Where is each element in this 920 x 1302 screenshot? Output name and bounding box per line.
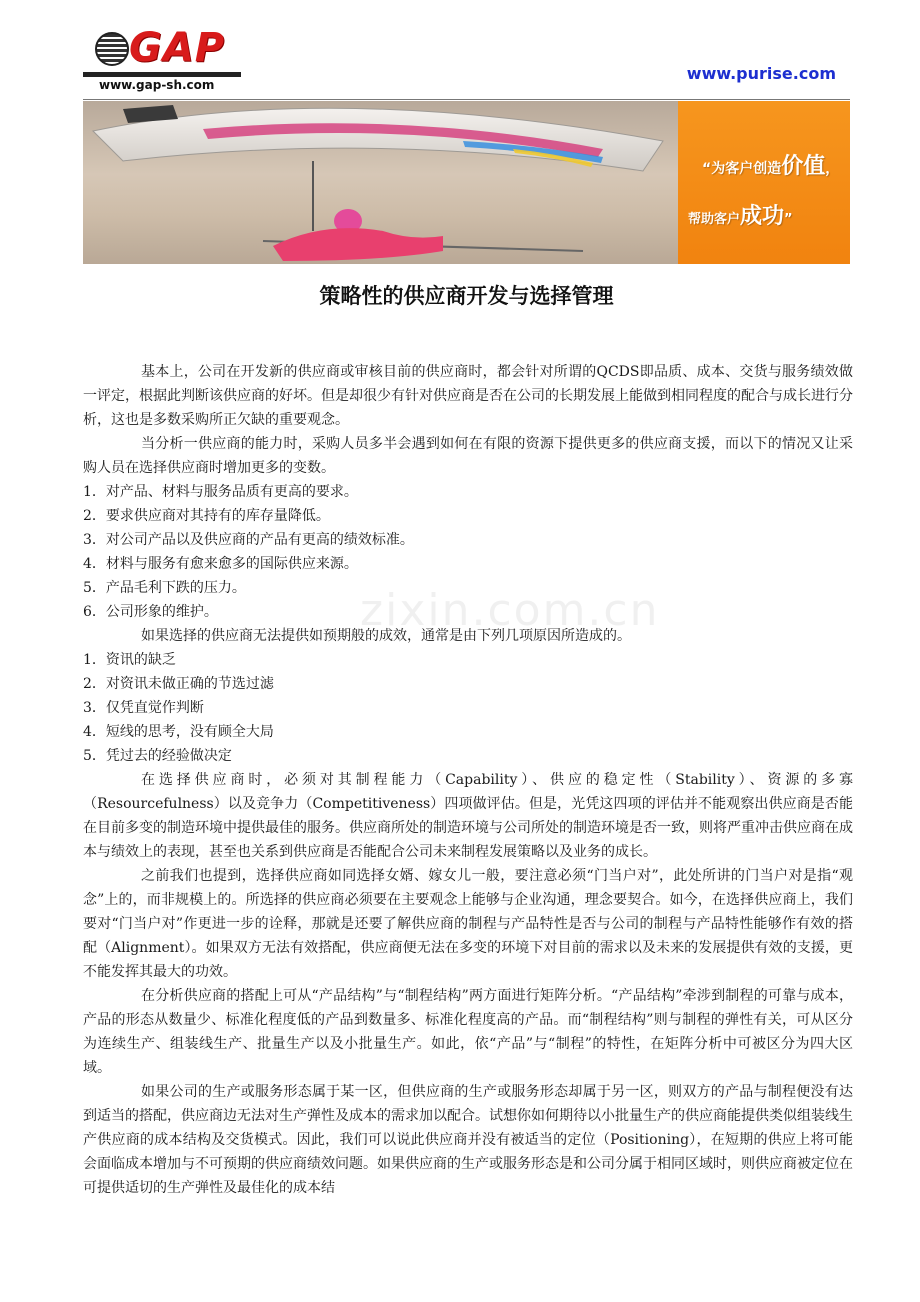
document-title: 策略性的供应商开发与选择管理 [319, 284, 614, 308]
list-item: 1．资讯的缺乏 [83, 652, 176, 668]
paragraph: 在分析供应商的搭配上可从“产品结构”与“制程结构”两方面进行矩阵分析。“产品结构”牵涉到制程的可靠与成本，产品的形态从数量少、标准化程度低的产品到数量多、标准化程度高的产品。而“制程结构”则与制程的弹性有关，可从区分为连续生产、组装线生产、批量生产以及小批量生产。如此，依“产品”与“制程”的特性，在矩阵分析中可被区分为四大区域。 [83, 988, 853, 1076]
list-item: 3．对公司产品以及供应商的产品有更高的绩效标准。 [83, 532, 414, 548]
banner [83, 101, 850, 264]
list-item: 6．公司形象的维护。 [83, 604, 218, 620]
list-item: 5．产品毛利下跌的压力。 [83, 580, 246, 596]
list-item: 4．材料与服务有愈来愈多的国际供应来源。 [83, 556, 358, 572]
gap-logo [83, 22, 243, 96]
globe-icon [95, 32, 129, 66]
list-item: 2．要求供应商对其持有的库存量降低。 [83, 508, 330, 524]
slogan-line-1: “为客户创造价值， [702, 154, 840, 179]
paragraph: 之前我们也提到，选择供应商如同选择女婿、嫁女儿一般，要注意必须“门当户对”，此处所讲的门当户对是指“观念”上的，而非规模上的。所选择的供应商必须要在主要观念上能够与企业沟通，理念要契合。如今，在选择供应商上，我们要对“门当户对”作更进一步的诠释，那就是还要了解供应商的制程与产品特性是否与公司的制程与产品特性能够作有效的搭配（Alignment）。如果双方无法有效搭配，供应商便无法在多变的环境下对目前的需求以及未来的发展提供有效的支援，更不能发挥其最大的功效。 [83, 868, 853, 980]
list-item: 2．对资讯未做正确的节选过滤 [83, 676, 274, 692]
list-item: 1．对产品、材料与服务品质有更高的要求。 [83, 484, 358, 500]
watermark: zixin.com.cn [360, 585, 660, 636]
paragraph: 如果选择的供应商无法提供如预期般的成效，通常是由下列几项原因所造成的。 [141, 628, 631, 644]
logo-divider [83, 72, 241, 77]
hang-glider-photo [83, 101, 678, 264]
paragraph: 基本上，公司在开发新的供应商或审核目前的供应商时，都会针对所谓的QCDS即品质、成本、交货与服务绩效做一评定，根据此判断该供应商的好坏。但是却很少有针对供应商是否在公司的长期发展上能做到相同程度的配合与成长进行分析，这也是多数采购所正欠缺的重要观念。 [83, 364, 853, 428]
logo-text: GAP [129, 25, 226, 71]
paragraph: 如果公司的生产或服务形态属于某一区，但供应商的生产或服务形态却属于另一区，则双方的产品与制程便没有达到适当的搭配，供应商边无法对生产弹性及成本的需求加以配合。试想你如何期待以小批量生产的供应商能提供类似组装线生产供应商的成本结构及交货模式。因此，我们可以说此供应商并没有被适当的定位（Positioning），在短期的供应上将可能会面临成本增加与不可预期的供应商绩效问题。如果供应商的生产或服务形态是和公司分属于相同区域时，则供应商被定位在可提供适切的生产弹性及最佳化的成本结 [83, 1084, 853, 1196]
page-header [83, 22, 850, 100]
header-rule [83, 99, 850, 100]
list-item: 4．短线的思考，没有顾全大局 [83, 724, 274, 740]
logo-url: www.gap-sh.com [99, 78, 215, 92]
slogan-line-2: 帮助客户成功” [688, 204, 793, 229]
paragraph: 当分析一供应商的能力时，采购人员多半会遇到如何在有限的资源下提供更多的供应商支援，而以下的情况又让采购人员在选择供应商时增加更多的变数。 [83, 436, 853, 476]
document-body [83, 360, 853, 1200]
site-url-link[interactable]: www.purise.com [686, 64, 836, 83]
slogan-panel [678, 101, 850, 264]
list-item: 5．凭过去的经验做决定 [83, 748, 232, 764]
paragraph: 在选择供应商时，必须对其制程能力（Capability）、供应的稳定性（Stability）、资源的多寡（Resourcefulness）以及竞争力（Competitiveness）四项做评估。但是，光凭这四项的评估并不能观察出供应商是否能在目前多变的制造环境中提供最佳的服务。供应商所处的制造环境与公司所处的制造环境是否一致，则将严重冲击供应商在成本与绩效上的表现，甚至也关系到供应商是否能配合公司未来制程发展策略以及业务的成长。 [83, 772, 853, 860]
list-item: 3．仅凭直觉作判断 [83, 700, 204, 716]
